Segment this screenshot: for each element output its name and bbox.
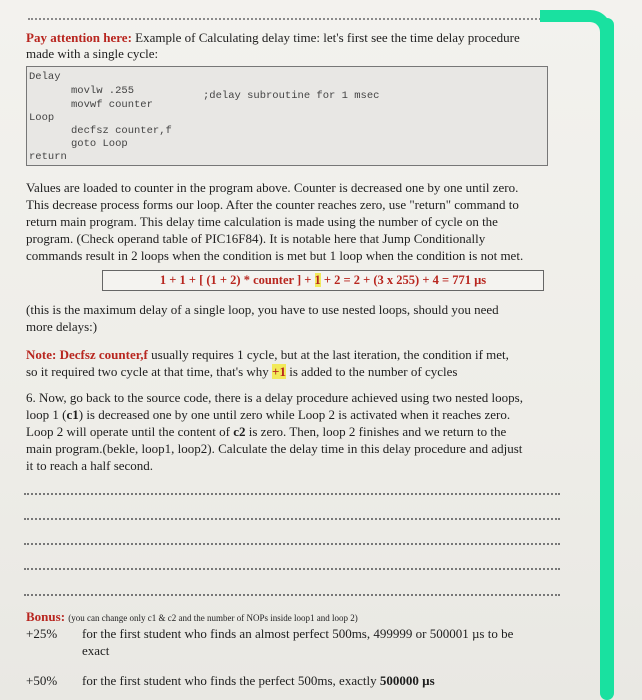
answer-line [24, 568, 560, 570]
note-text-1: usually requires 1 cycle, but at the last iteration, the condition if met, [147, 347, 509, 362]
attention-label: Pay attention here: [26, 30, 132, 45]
explanation-line: return main program. This delay time calculation is made using the number of cycle on the [26, 214, 498, 229]
answer-line [24, 594, 560, 596]
question-line: 6. Now, go back to the source code, there is a delay procedure achieved using two nested loops, [26, 390, 523, 405]
green-highlighter-hook [540, 10, 612, 46]
bonus-50-text: for the first student who finds the perfect 500ms, exactly [82, 673, 377, 688]
explanation-line: commands result in 2 loops when the condition is met but 1 loop when the condition is not met. [26, 248, 524, 263]
bonus-label: Bonus: [26, 609, 66, 624]
code-line-goto: goto Loop [71, 138, 128, 150]
delay-formula [102, 270, 544, 291]
question-text: is zero. Then, loop 2 finishes and we return to the [245, 424, 507, 439]
intro-text: Example of Calculating delay time: let's first see the time delay procedure [131, 30, 520, 45]
question-text: ) is decreased one by one until zero while Loop 2 is activated when it reaches zero. [78, 407, 511, 422]
question-line: it to reach a half second. [26, 458, 154, 473]
question-line [26, 423, 506, 440]
bonus-50-value: 500000 µs [379, 673, 435, 688]
formula-highlight: 1 [314, 273, 321, 287]
intro-line-1 [26, 29, 520, 46]
bonus-50-line [82, 672, 435, 689]
bonus-tail: 500ms, 499999 or 500001 µs to be [328, 626, 514, 641]
note-text-2a: so it required two cycle at that time, that's why [26, 364, 273, 379]
loop-label: Loop [29, 112, 55, 124]
question-text: Loop 2 will operate until the content of [26, 424, 234, 439]
bonus-condition: (you can change only c1 & c2 and the number of NOPs inside loop1 and loop 2) [68, 613, 358, 623]
question-line: main program.(bekle, loop1, loop2). Calculate the delay time in this delay procedure and adjust [26, 441, 523, 456]
formula-part-1: 1 + 1 + [ (1 + 2) * counter ] + [159, 273, 315, 287]
code-listing [26, 66, 548, 166]
code-line-movlw: movlw .255 [71, 85, 135, 97]
explanation-line: program. (Check operand table of PIC16F84). It is notable here that Jump Conditionally [26, 231, 486, 246]
answer-line [24, 518, 560, 520]
explanation-line: Values are loaded to counter in the program above. Counter is decreased one by one until zero. [26, 180, 519, 195]
return-label: return [29, 151, 67, 163]
answer-line [24, 543, 560, 545]
c2-label: c2 [233, 424, 246, 439]
c1-label: c1 [66, 407, 79, 422]
bonus-25-exact: exact [82, 643, 110, 658]
note-line-1 [26, 346, 509, 363]
code-comment: ;delay subroutine for 1 msec [203, 90, 380, 102]
question-line [26, 406, 510, 423]
note-highlight: +1 [272, 364, 286, 379]
code-line-movwf: movwf counter [71, 99, 153, 111]
bonus-25-percent: +25% [26, 626, 58, 641]
top-dotted-border [28, 18, 548, 20]
formula-part-2: + 2 = 2 + (3 x 255) + 4 = 771 µs [320, 273, 487, 287]
question-text: loop 1 ( [26, 407, 67, 422]
max-delay-line: (this is the maximum delay of a single loop, you have to use nested loops, should you need [26, 302, 499, 317]
green-highlighter-mark [600, 18, 614, 700]
answer-line [24, 493, 560, 495]
bonus-25-line [82, 625, 513, 642]
delay-label: Delay [29, 71, 61, 83]
bonus-50-percent: +50% [26, 673, 58, 688]
note-label: Note: Decfsz counter,f [26, 347, 148, 362]
note-text-2b: is added to the number of cycles [285, 364, 458, 379]
intro-line-2: made with a single cycle: [26, 46, 159, 61]
explanation-line: This decrease process forms our loop. After the counter reaches zero, use "return" command to [26, 197, 519, 212]
max-delay-line: more delays:) [26, 319, 98, 334]
bonus-25-text: for the first student who finds an almost perfect [82, 626, 329, 641]
code-line-decfsz: decfsz counter,f [71, 125, 172, 137]
note-line-2 [26, 363, 457, 380]
